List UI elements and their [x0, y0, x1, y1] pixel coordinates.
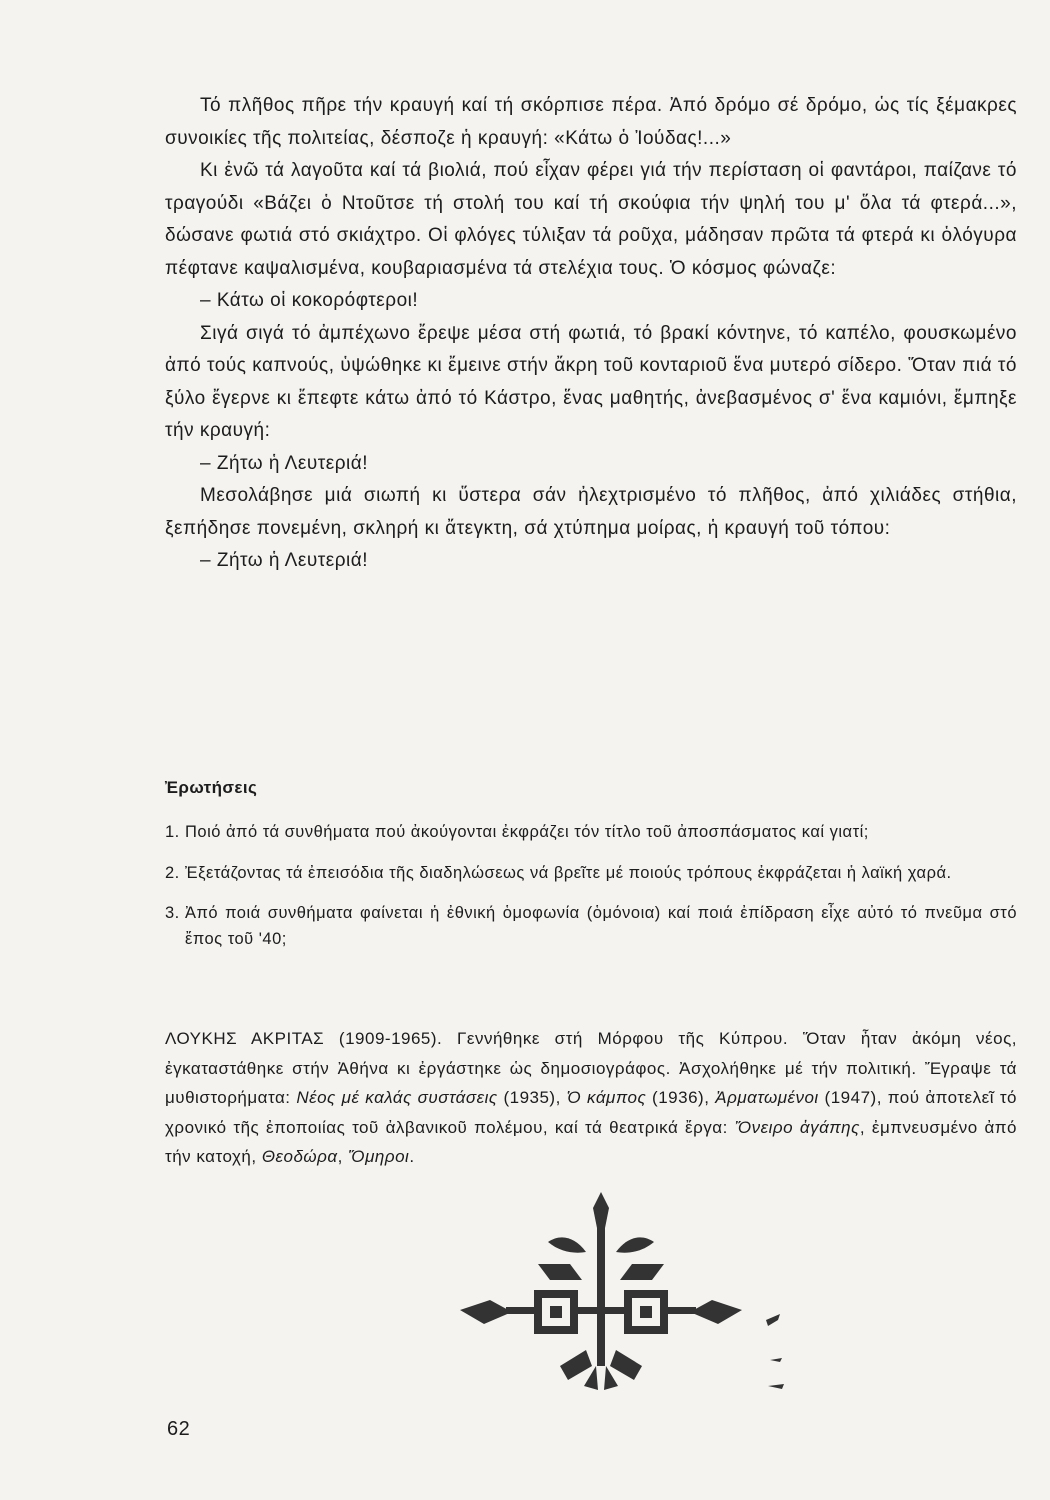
paragraph: Μεσολάβησε μιά σιωπή κι ὕστερα σάν ἠλεχτρισμένο τό πλῆθος, ἀπό χιλιάδες στήθια, ξεπήδησε πονεμένη, σκληρή κι ἄτεγκτη, σά χτύπημα μοίρας, ἡ κραυγή τοῦ τόπου:: [165, 485, 1017, 539]
work-title: Ὁ κάμπος: [566, 1088, 647, 1107]
question-item: [165, 901, 1017, 952]
question-number: 1.: [165, 823, 180, 841]
folk-ornament-icon: [450, 1190, 790, 1410]
bio-text: ,: [337, 1147, 349, 1166]
dialogue-line: – Ζήτω ἡ Λευτεριά!: [200, 452, 368, 474]
questions-list: [165, 820, 1017, 967]
question-item: [165, 861, 1017, 887]
page-number: 62: [167, 1418, 191, 1440]
bio-text: .: [409, 1147, 415, 1166]
bio-text: (1935),: [497, 1088, 567, 1107]
work-title: Νέος μέ καλάς συστάσεις: [296, 1088, 498, 1107]
paragraph: Σιγά σιγά τό ἀμπέχωνο ἔρεψε μέσα στή φωτιά, τό βρακί κόντηνε, τό καπέλο, φουσκωμένο ἀπό τούς καπνούς, ὑψώθηκε κι ἔμεινε στήν ἄκρη τοῦ κονταριοῦ ἕνα μυτερό σίδερο. Ὅταν πιά τό ξύλο ἔγερνε κι ἔπεφτε κάτω ἀπό τό Κάστρο, ἕνας μαθητής, ἀνεβασμένος σ' ἕνα καμιόνι, ἔμπηξε τήν κραυγή:: [165, 322, 1017, 441]
bio-text: (1936),: [646, 1088, 716, 1107]
question-text: Ἐξετάζοντας τά ἐπεισόδια τῆς διαδηλώσεως νά βρεῖτε μέ ποιούς τρόπους ἐκφράζεται ἡ λαϊκή χαρά.: [185, 863, 952, 882]
questions-heading: Ἐρωτήσεις: [165, 778, 258, 797]
paragraph: Κι ἐνῶ τά λαγοῦτα καί τά βιολιά, πού εἶχαν φέρει γιά τήν περίσταση οἱ φαντάροι, παίζανε τό τραγούδι «Βάζει ὁ Ντοῦτσε τή στολή του καί τή σκούφια τήν ψηλή του μ' ὅλα τά φτερά...», δώσανε φωτιά στό σκιάχτρο. Οἱ φλόγες τύλιξαν τά ροῦχα, μάδησαν πρῶτα τά φτερά κι ὁλόγυρα πέφτανε καψαλισμένα, κουβαριασμένα τά στελέχια τους. Ὁ κόσμος φώναζε:: [165, 160, 1017, 279]
bio-text: , ἐμπνευσμένο ἀπό τήν κατοχή,: [165, 1117, 1017, 1166]
dialogue-line: – Ζήτω ἡ Λευτεριά!: [200, 550, 368, 571]
question-text: Ποιό ἀπό τά συνθήματα πού ἀκούγονται ἐκφράζει τόν τίτλο τοῦ ἀποσπάσματος καί γιατί;: [185, 823, 869, 841]
dialogue-line: – Κάτω οἱ κοκορόφτεροι!: [200, 290, 419, 311]
question-number: 3.: [165, 904, 180, 922]
work-title: Ὄνειρο ἀγάπης: [734, 1117, 860, 1137]
question-item: [165, 820, 1017, 846]
bio-text: (1947), πού ἀποτελεῖ τό χρονικό τῆς ἐποποιίας τοῦ ἀλβανικοῦ πολέμου, καί τά θεατρικά ἔργα:: [165, 1088, 1017, 1137]
paragraph: Τό πλῆθος πῆρε τήν κραυγή καί τή σκόρπισε πέρα. Ἀπό δρόμο σέ δρόμο, ὡς τίς ξέμακρες συνοικίες τῆς πολιτείας, δέσποζε ἡ κραυγή: «Κάτω ὁ Ἰούδας!...»: [165, 95, 1017, 149]
narrative-text: [165, 90, 1017, 578]
work-title: Ὅμηροι: [348, 1147, 410, 1166]
author-biography: [165, 1024, 1017, 1172]
work-title: Ἀρματωμένοι: [715, 1088, 819, 1107]
question-number: 2.: [165, 863, 180, 882]
question-text: Ἀπό ποιά συνθήματα φαίνεται ἡ ἐθνική ὁμοφωνία (ὁμόνοια) καί ποιά ἐπίδραση εἶχε αὐτό τό πνεῦμα στό ἔπος τοῦ '40;: [185, 904, 1017, 948]
work-title: Θεοδώρα: [261, 1147, 338, 1166]
bio-text: ΛΟΥΚΗΣ ΑΚΡΙΤΑΣ (1909-1965). Γεννήθηκε στή Μόρφου τῆς Κύπρου. Ὅταν ἦταν ἀκόμη νέος, ἐγκαταστάθηκε στήν Ἀθήνα κι ἐργάστηκε ὡς δημοσιογράφος. Ἀσχολήθηκε μέ τήν πολιτική. Ἔγραψε τά μυθιστορήματα:: [165, 1029, 1017, 1107]
